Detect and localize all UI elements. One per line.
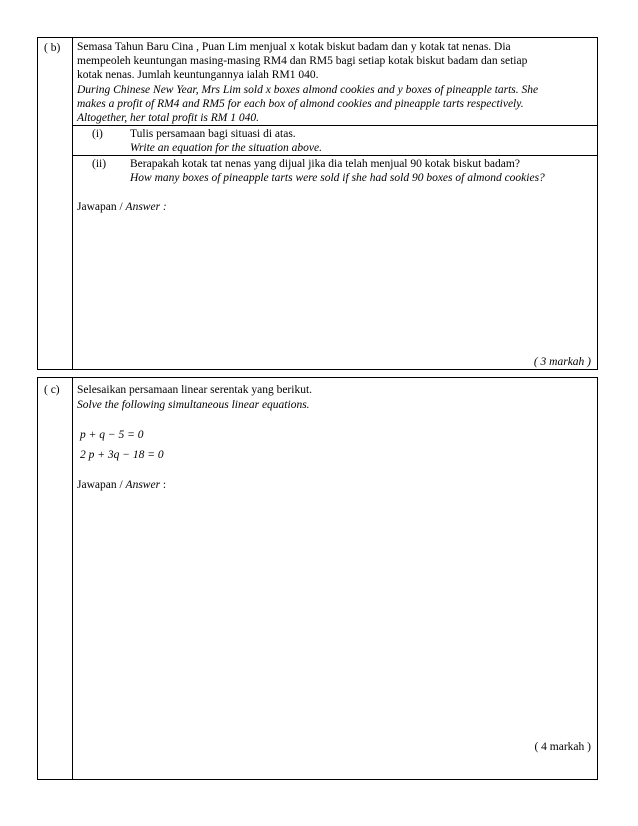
question-b-malay-line-3: kotak nenas. Jumlah keuntungannya ialah RM1 040. [77, 69, 319, 81]
answer-label-malay: Jawapan / [77, 201, 126, 213]
answer-label-c [77, 479, 166, 492]
row-divider [72, 125, 597, 126]
question-b-box [37, 37, 598, 370]
sub-question-ii-number: (ii) [92, 158, 107, 170]
marks-b: ( 3 markah ) [533, 356, 591, 368]
sub-question-i-malay: Tulis persamaan bagi situasi di atas. [130, 128, 296, 140]
question-b-malay-line-2: mempeoleh keuntungan masing-masing RM4 dan RM5 bagi setiap kotak biskut badam dan setiap [77, 55, 528, 67]
question-b-english-line-2: makes a profit of RM4 and RM5 for each box of almond cookies and pineapple tarts respectively. [77, 98, 524, 110]
row-divider [72, 155, 597, 156]
marks-c: ( 4 markah ) [534, 741, 591, 753]
question-c-label: ( c) [44, 384, 60, 396]
answer-label-english: Answer [125, 479, 161, 491]
question-b-label: ( b) [44, 42, 61, 54]
equation-2: 2 p + 3q − 18 = 0 [80, 449, 164, 461]
question-b-content [72, 38, 597, 369]
equation-1: p + q − 5 = 0 [80, 429, 144, 441]
answer-colon: : [160, 479, 167, 491]
question-b-malay-line-1: Semasa Tahun Baru Cina , Puan Lim menjual x kotak biskut badam dan y kotak tat nenas. Dia [77, 41, 511, 53]
question-c-english: Solve the following simultaneous linear equations. [77, 399, 310, 411]
question-c-box [37, 377, 598, 780]
question-c-label-column [38, 378, 73, 779]
answer-label-malay: Jawapan / [77, 479, 126, 491]
question-b-english-line-3: Altogether, her total profit is RM 1 040. [77, 112, 259, 124]
sub-question-ii-malay: Berapakah kotak tat nenas yang dijual jika dia telah menjual 90 kotak biskut badam? [130, 158, 520, 170]
sub-question-i-english: Write an equation for the situation above. [130, 142, 322, 154]
question-b-label-column [38, 38, 73, 369]
sub-question-i-number: (i) [92, 128, 103, 140]
answer-label-b [77, 201, 167, 214]
question-c-malay: Selesaikan persamaan linear serentak yang berikut. [77, 384, 313, 396]
question-c-content [72, 378, 597, 779]
sub-question-ii-english: How many boxes of pineapple tarts were sold if she had sold 90 boxes of almond cookies? [130, 172, 545, 184]
question-b-english-line-1: During Chinese New Year, Mrs Lim sold x boxes almond cookies and y boxes of pineapple tarts. She [77, 84, 539, 96]
answer-label-english: Answer : [125, 201, 167, 213]
